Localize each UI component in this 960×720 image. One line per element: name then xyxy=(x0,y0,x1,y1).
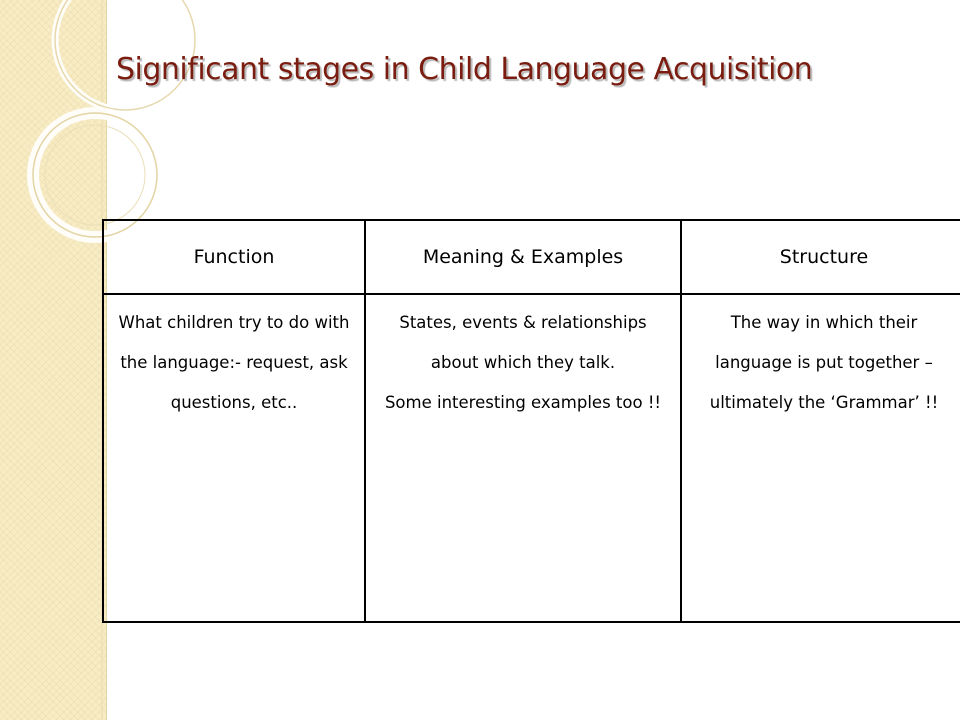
header-meaning-examples: Meaning & Examples xyxy=(365,220,681,294)
cell-function xyxy=(103,294,365,622)
cell-meaning-extra-text: Some interesting examples too !! xyxy=(384,393,662,412)
cell-structure-text: The way in which their language is put together – ultimately the ‘Grammar’ !! xyxy=(709,313,939,412)
cell-function-text: What children try to do with the language:- request, ask questions, etc.. xyxy=(118,313,350,412)
stages-table-container xyxy=(102,219,960,623)
table-row xyxy=(103,294,960,622)
stages-table xyxy=(102,219,960,623)
cell-meaning xyxy=(365,294,681,622)
table-header-row xyxy=(103,220,960,294)
cell-meaning-text: States, events & relationships about which they talk. xyxy=(399,313,647,372)
header-structure: Structure xyxy=(681,220,960,294)
header-function: Function xyxy=(103,220,365,294)
slide-title: Significant stages in Child Language Acquisition xyxy=(116,52,813,87)
cell-structure xyxy=(681,294,960,622)
